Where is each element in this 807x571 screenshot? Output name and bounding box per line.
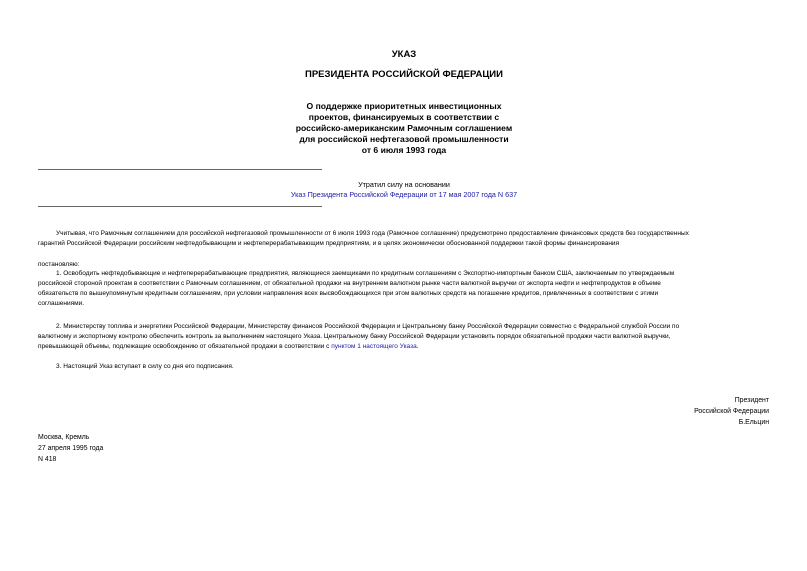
issuer-heading: ПРЕЗИДЕНТА РОССИЙСКОЙ ФЕДЕРАЦИИ	[305, 69, 503, 80]
item-3-paragraph	[38, 362, 769, 372]
signer-office: Российской Федерации	[694, 408, 769, 415]
title-line: для российской нефтегазовой промышленности	[299, 134, 509, 144]
signing-date: 27 апреля 1995 года	[38, 445, 104, 452]
lost-force-link[interactable]: Указ Президента Российской Федерации от 17 мая 2007 года N 637	[290, 190, 518, 199]
paragraph-text: превышающей объемы, подлежащие освобождению от обязательной продажи в соответствии с	[38, 343, 332, 350]
paragraph-line	[38, 342, 769, 352]
lost-force-note: Утратил силу на основании	[358, 180, 450, 189]
title-line: О поддержке приоритетных инвестиционных	[306, 101, 502, 111]
paragraph-line: 3. Настоящий Указ вступает в силу со дня его подписания.	[56, 363, 234, 370]
title-line: проектов, финансируемых в соответствии с	[308, 112, 500, 122]
place-date-block	[38, 432, 103, 465]
paragraph-line: валютному и экспортному контролю обеспечить контроль за выполнением настоящего Указа. Центральному банку Российской Федерации установить порядок обязательной продажи части валютной выручки,	[38, 333, 671, 340]
signing-place: Москва, Кремль	[38, 434, 90, 441]
title-line: российско-американским Рамочным соглашением	[295, 123, 513, 133]
signature-block	[694, 395, 769, 428]
signer-title: Президент	[734, 397, 769, 404]
paragraph-line: соглашениями.	[38, 300, 85, 307]
item-1-paragraph	[38, 269, 769, 309]
item-2-paragraph	[38, 322, 769, 352]
item-1-link[interactable]: пунктом 1 настоящего Указа	[331, 343, 417, 350]
decree-word: постановляю:	[38, 261, 80, 268]
decree-title	[250, 101, 558, 156]
paragraph-line: обязательств по вышеупомянутым кредитным соглашениям, при условии направления всех высвобождающихся при этом валютных средств на погашение кредитов, привлеченных в соответствии с этими	[38, 290, 659, 297]
paragraph-line: гарантий Российской Федерации российским нефтедобывающим и нефтеперерабатывающим предприятиям, и в целях экономически обоснованной поддержки такой формы финансирования	[38, 240, 620, 247]
decree-number: N 418	[38, 456, 57, 463]
divider-top	[38, 169, 322, 170]
paragraph-line: Учитывая, что Рамочным соглашением для российской нефтегазовой промышленности от 6 июля 1993 года (Рамочное соглашение) предусмотрено предоставление финансовых средств без государственных	[56, 230, 689, 237]
paragraph-line: 2. Министерству топлива и энергетики Российской Федерации, Министерству финансов Российской Федерации и Центральному банку Российской Федерации совместно с Федеральной службой России по	[56, 323, 680, 330]
paragraph-line: российской стороной проектам в соответствии с Рамочным соглашением, от обязательной продажи на внутреннем валютном рынке части валютной выручки от экспорта нефти и нефтепродуктов в объеме	[38, 280, 661, 287]
signer-name: Б.Ельцин	[738, 419, 769, 426]
preamble-paragraph	[38, 229, 769, 249]
title-line: от 6 июля 1993 года	[361, 145, 447, 155]
paragraph-text: .	[416, 343, 419, 350]
doc-type-heading: УКАЗ	[391, 49, 417, 60]
paragraph-line: 1. Освободить нефтедобывающие и нефтеперерабатывающие предприятия, являющиеся заемщиками по кредитным соглашениям с Экспортно-импортным банком США, заключаемым по утверждаемым	[56, 270, 675, 277]
divider-bottom	[38, 206, 322, 207]
